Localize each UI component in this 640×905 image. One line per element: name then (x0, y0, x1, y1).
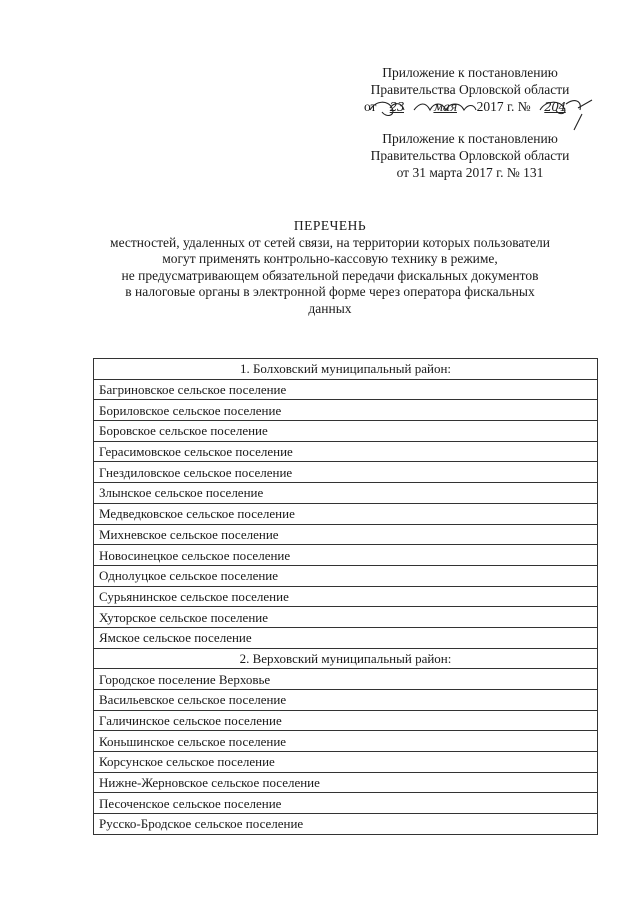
table-row (94, 731, 598, 752)
settlement-cell: Герасимовское сельское поселение (94, 441, 598, 462)
date-prefix: от (363, 99, 377, 114)
appendix-header-current (330, 64, 610, 115)
settlement-cell: Коньшинское сельское поселение (94, 731, 598, 752)
settlement-cell: Хуторское сельское поселение (94, 607, 598, 628)
table-row (94, 607, 598, 628)
appendix-header-original (330, 130, 610, 181)
table-row (94, 586, 598, 607)
settlement-cell: Ямское сельское поселение (94, 627, 598, 648)
table-row (94, 565, 598, 586)
table-row (94, 814, 598, 835)
table-row (94, 627, 598, 648)
settlement-cell: Песоченское сельское поселение (94, 793, 598, 814)
appendix-original-line-1: Приложение к постановлению (382, 131, 558, 146)
settlement-cell: Сурьянинское сельское поселение (94, 586, 598, 607)
appendix-line-1: Приложение к постановлению (382, 65, 558, 80)
table-row (94, 545, 598, 566)
appendix-date-line (330, 98, 610, 115)
table-row (94, 400, 598, 421)
table-row (94, 421, 598, 442)
table-row (94, 441, 598, 462)
settlement-cell: Злынское сельское поселение (94, 483, 598, 504)
district-header: 1. Болховский муниципальный район: (94, 359, 598, 380)
table-row (94, 752, 598, 773)
settlement-cell: Бориловское сельское поселение (94, 400, 598, 421)
table-row (94, 669, 598, 690)
date-year-number: 2017 г. № (476, 99, 531, 114)
title-main: ПЕРЕЧЕНЬ (293, 218, 367, 233)
settlement-cell: Новосинецкое сельское поселение (94, 545, 598, 566)
table-row (94, 524, 598, 545)
appendix-original-line-3: от 31 марта 2017 г. № 131 (396, 165, 544, 180)
district-header: 2. Верховский муниципальный район: (94, 648, 598, 669)
settlement-cell: Багриновское сельское поселение (94, 379, 598, 400)
table-row (94, 503, 598, 524)
appendix-original-line-2: Правительства Орловской области (370, 148, 570, 163)
settlement-cell: Медведковское сельское поселение (94, 503, 598, 524)
settlement-cell: Галичинское сельское поселение (94, 710, 598, 731)
table-row (94, 793, 598, 814)
table-row (94, 462, 598, 483)
settlement-cell: Однолуцкое сельское поселение (94, 565, 598, 586)
settlement-cell: Михневское сельское поселение (94, 524, 598, 545)
settlements-table (93, 358, 598, 835)
table-row (94, 359, 598, 380)
title-line-2: могут применять контрольно-кассовую технику в режиме, (162, 251, 498, 266)
title-line-1: местностей, удаленных от сетей связи, на территории которых пользователи (110, 234, 550, 250)
handwritten-day: 23 (389, 100, 404, 114)
settlement-cell: Боровское сельское поселение (94, 421, 598, 442)
settlement-cell: Городское поселение Верховье (94, 669, 598, 690)
handwritten-month: мая (433, 100, 457, 114)
title-line-4: в налоговые органы в электронной форме через оператора фискальных (125, 284, 535, 299)
table-row (94, 690, 598, 711)
settlement-cell: Нижне-Жерновское сельское поселение (94, 772, 598, 793)
table-row (94, 648, 598, 669)
title-line-5: данных (308, 300, 352, 316)
table-row (94, 379, 598, 400)
appendix-line-2: Правительства Орловской области (370, 82, 570, 97)
settlement-cell: Васильевское сельское поселение (94, 690, 598, 711)
settlement-cell: Корсунское сельское поселение (94, 752, 598, 773)
settlement-cell: Гнездиловское сельское поселение (94, 462, 598, 483)
table-row (94, 710, 598, 731)
title-line-3: не предусматривающем обязательной передачи фискальных документов (121, 267, 539, 283)
document-title (70, 218, 590, 317)
table-row (94, 772, 598, 793)
handwritten-number: 204 (544, 100, 566, 114)
table-row (94, 483, 598, 504)
settlement-cell: Русско-Бродское сельское поселение (94, 814, 598, 835)
